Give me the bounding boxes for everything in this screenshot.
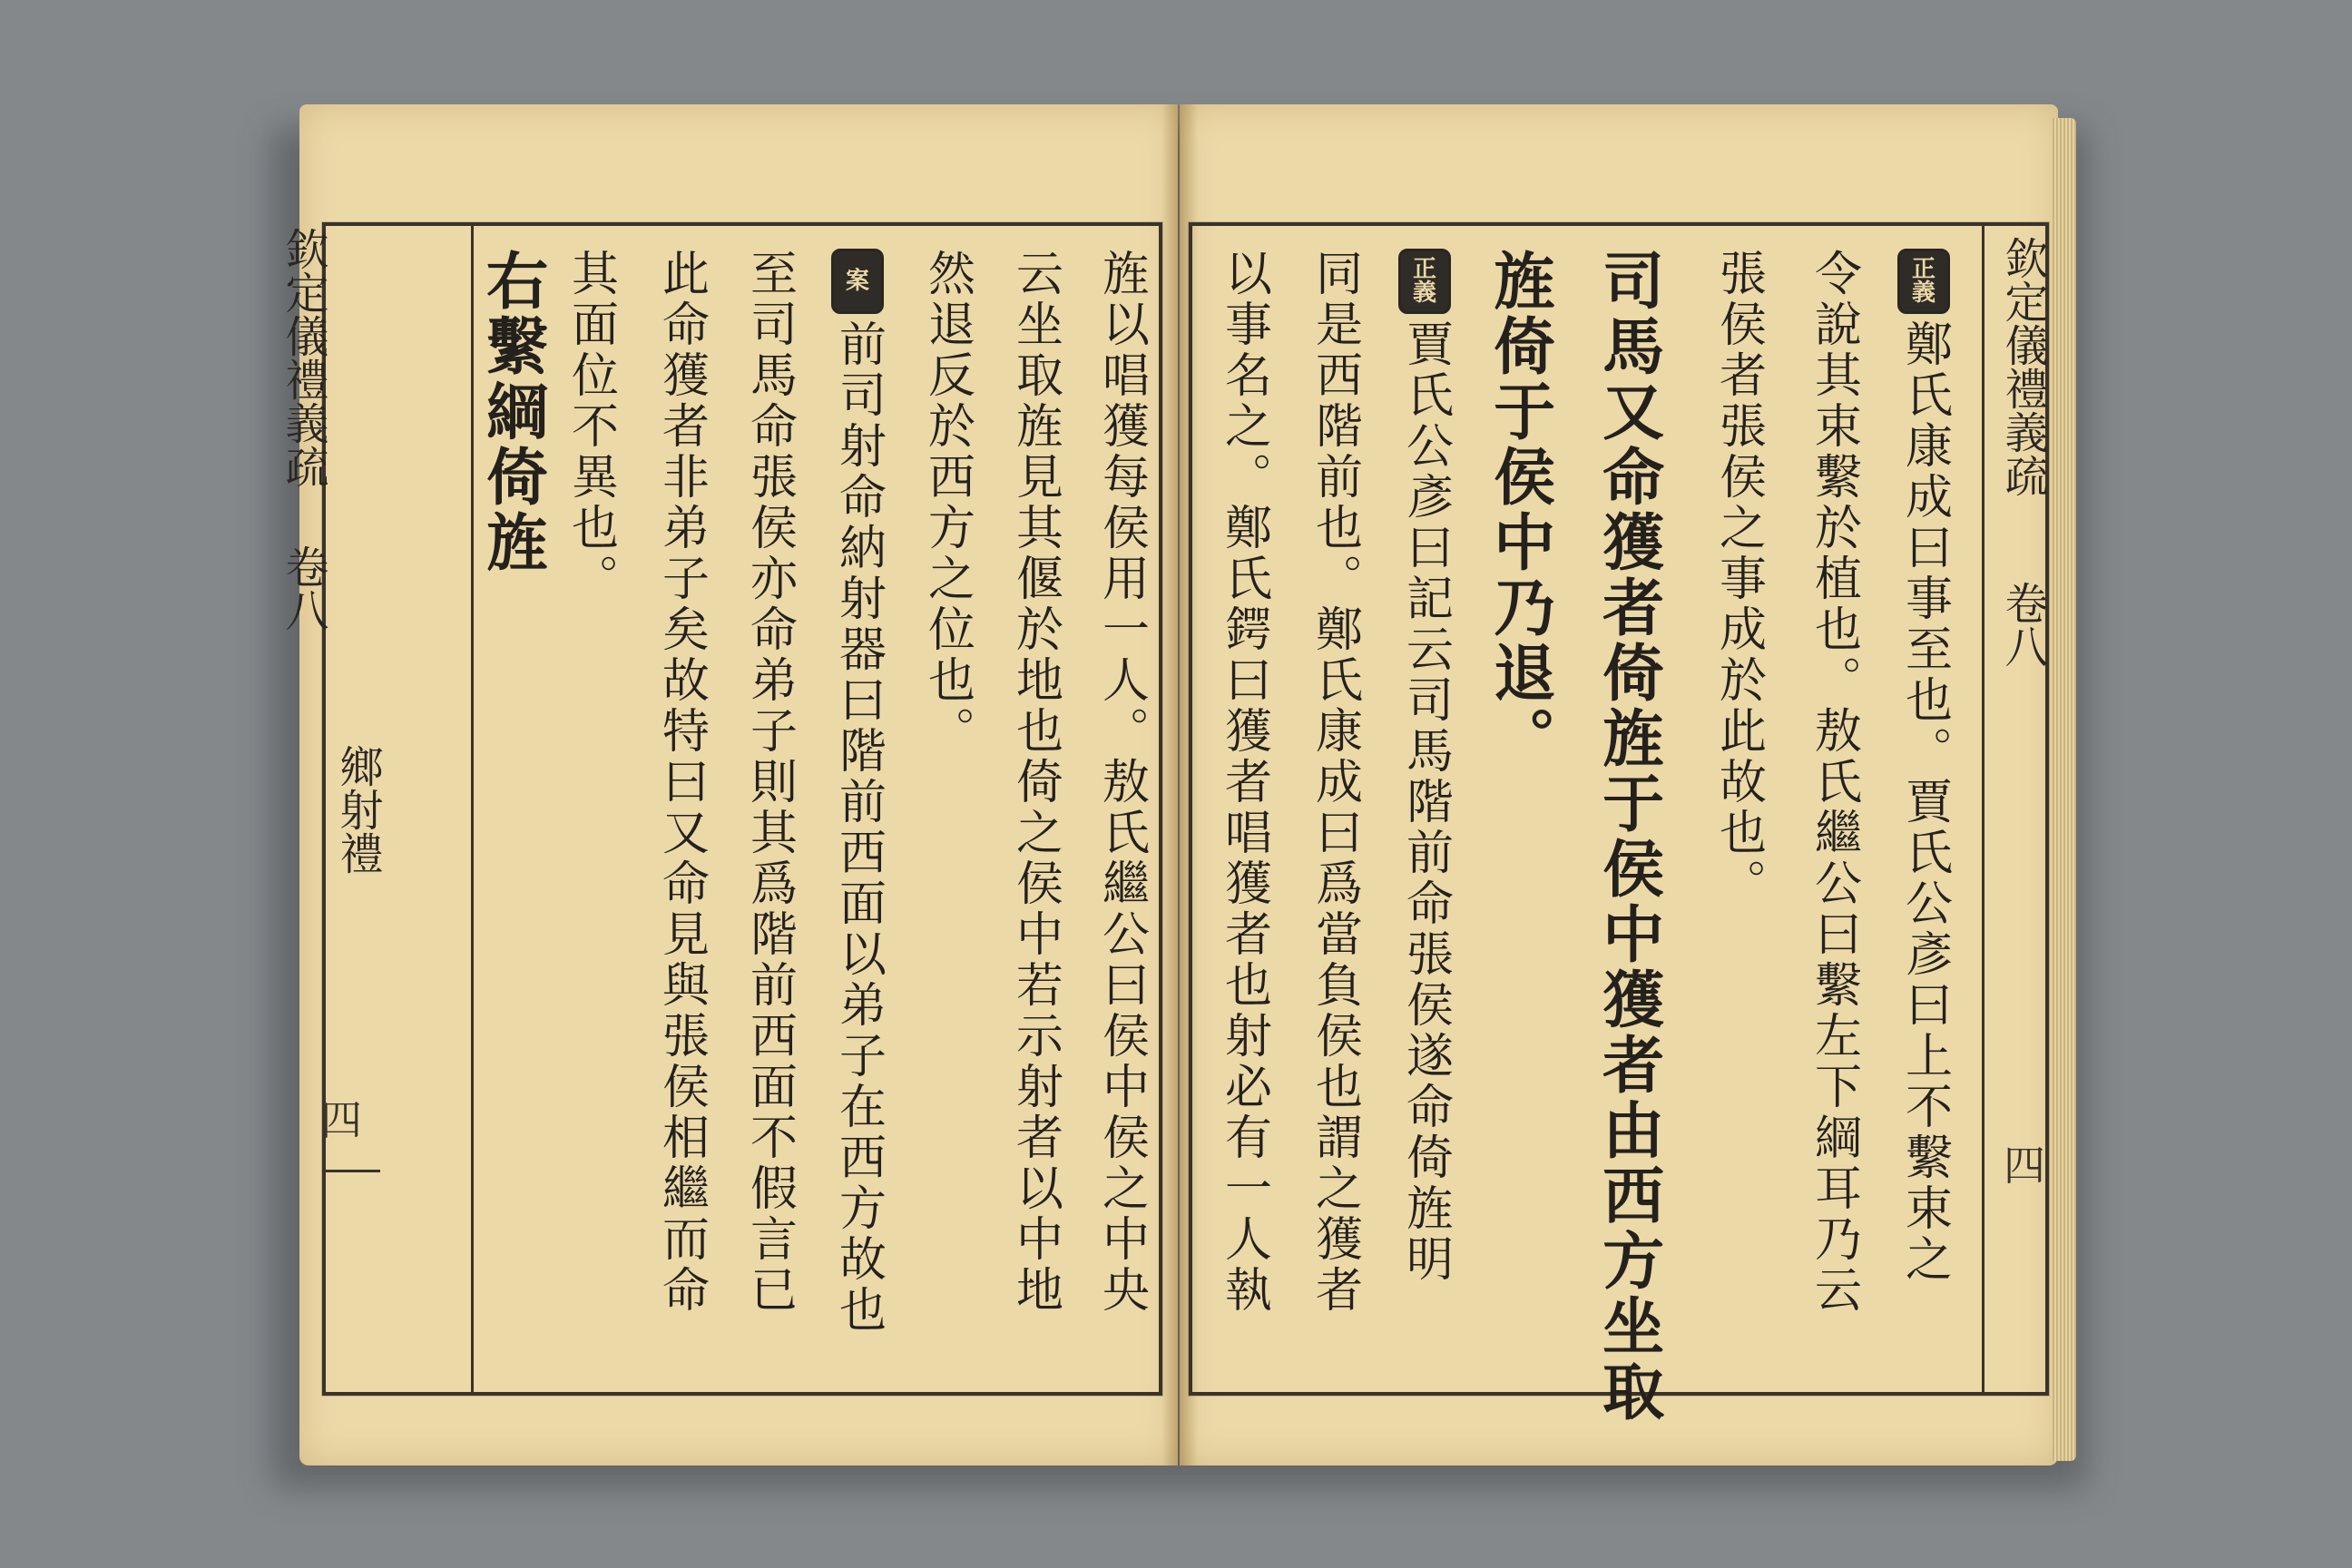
right-col-7 bbox=[1306, 249, 1362, 1316]
column-text: 然退反於西方之位也。 bbox=[919, 249, 975, 757]
column-text: 賈氏公彥曰記云司馬階前命張侯遂命倚旌明 bbox=[1397, 319, 1453, 1285]
left-col-8 bbox=[475, 249, 548, 575]
left-margin-chapter: 鄉射禮 bbox=[332, 744, 383, 875]
right-col-2 bbox=[1805, 249, 1861, 1316]
left-margin-rule bbox=[471, 226, 474, 1392]
left-page-frame bbox=[322, 222, 1162, 1396]
left-col-6 bbox=[652, 249, 709, 1316]
annotation-badge: 正 義 bbox=[1897, 249, 1950, 314]
right-col-5 bbox=[1483, 249, 1555, 771]
left-col-4 bbox=[829, 249, 886, 1336]
left-col-3 bbox=[918, 249, 975, 757]
annotation-badge: 案 bbox=[831, 249, 884, 314]
right-col-6 bbox=[1396, 249, 1453, 1285]
column-text: 司馬又命獲者倚旌于侯中獲者由西方坐取 bbox=[1592, 249, 1665, 1425]
left-col-1 bbox=[1093, 249, 1149, 1316]
right-margin-title: 欽定儀禮義疏 bbox=[1997, 236, 2048, 497]
column-text: 以事名之。鄭氏鍔曰獲者唱獲者也射必有一人執 bbox=[1216, 249, 1271, 1316]
right-margin-rule bbox=[1982, 226, 1984, 1392]
left-col-7 bbox=[562, 249, 618, 604]
column-text: 鄭氏康成曰事至也。賈氏公彥曰上不繫束之 bbox=[1896, 319, 1952, 1285]
right-col-3 bbox=[1710, 249, 1766, 909]
right-text-columns bbox=[1210, 249, 1973, 1425]
left-col-5 bbox=[740, 249, 797, 1316]
column-text: 旌以唱獲每侯用一人。敖氏繼公曰侯中侯之中央 bbox=[1093, 249, 1149, 1316]
column-text: 此命獲者非弟子矣故特曰又命見與張侯相繼而命 bbox=[653, 249, 709, 1316]
column-text: 前司射命納射器曰階前西面以弟子在西方故也 bbox=[830, 319, 886, 1336]
column-text: 其面位不異也。 bbox=[563, 249, 618, 604]
column-text: 旌倚于侯中乃退。 bbox=[1483, 249, 1556, 771]
column-text: 云坐取旌見其偃於地也倚之侯中若示射者以中地 bbox=[1007, 249, 1063, 1316]
left-col-2 bbox=[1006, 249, 1063, 1316]
left-text-columns bbox=[475, 249, 1147, 1374]
right-margin-volume: 卷八 bbox=[1997, 581, 2048, 668]
column-text: 右繫綱倚旌 bbox=[475, 249, 549, 575]
left-margin-title: 欽定儀禮義疏 bbox=[278, 227, 328, 488]
right-col-8 bbox=[1215, 249, 1271, 1316]
left-page-number: 四 bbox=[314, 1098, 363, 1140]
left-margin-rule-h bbox=[326, 1170, 380, 1172]
column-text: 張侯者張侯之事成於此故也。 bbox=[1710, 249, 1766, 909]
column-text: 同是西階前也。鄭氏康成曰爲當負侯也謂之獲者 bbox=[1307, 249, 1362, 1316]
page-edges bbox=[2053, 118, 2076, 1461]
right-col-1 bbox=[1896, 249, 1952, 1285]
column-text: 令說其束繫於植也。敖氏繼公曰繫左下綱耳乃云 bbox=[1806, 249, 1861, 1316]
right-page-frame bbox=[1189, 222, 2049, 1425]
annotation-badge: 正 義 bbox=[1398, 249, 1451, 314]
column-text: 至司馬命張侯亦命弟子則其爲階前西面不假言已 bbox=[741, 249, 797, 1316]
right-col-4 bbox=[1592, 249, 1664, 1425]
left-margin-volume: 卷八 bbox=[278, 544, 328, 632]
right-page-number: 四 bbox=[1997, 1143, 2046, 1185]
